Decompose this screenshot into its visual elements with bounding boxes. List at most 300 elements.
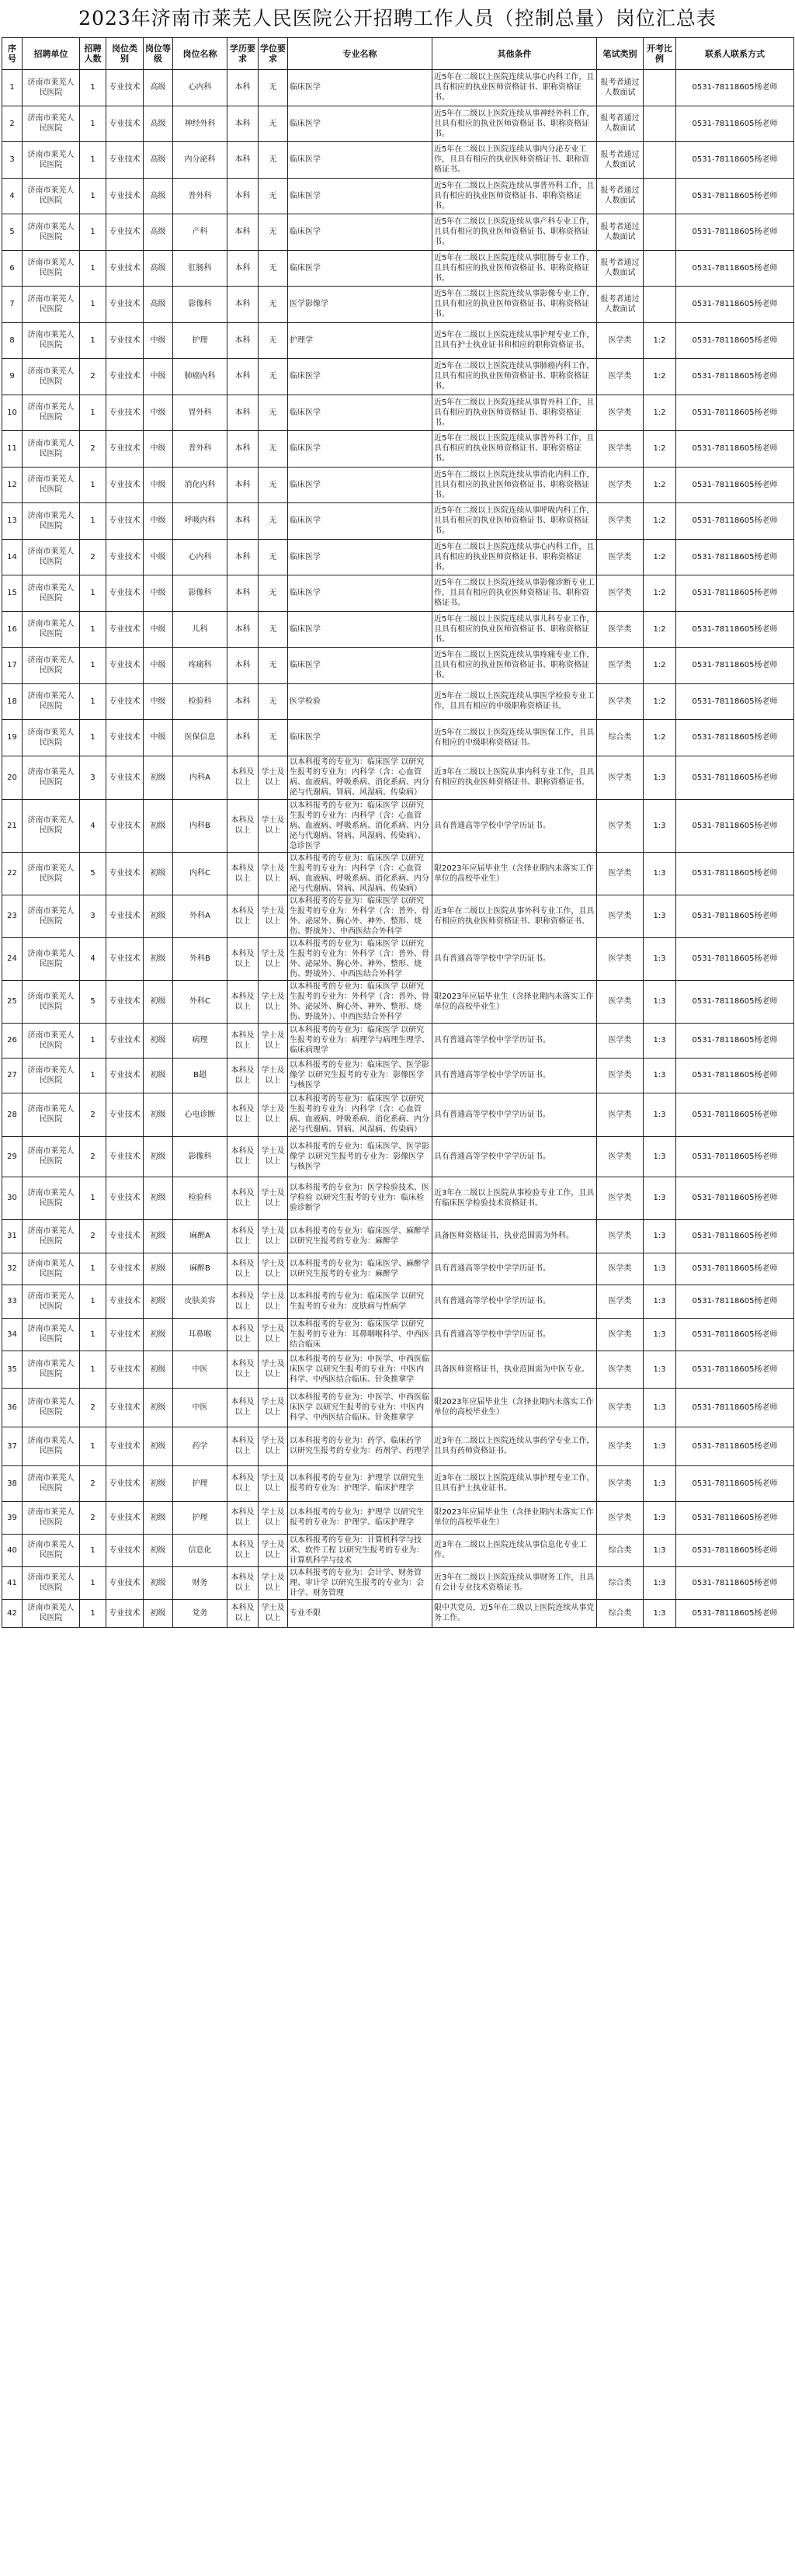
cell-name: 肛肠科 xyxy=(173,250,227,287)
cell-exam: 报考者通过人数面试 xyxy=(597,142,644,179)
cell-unit: 济南市莱芜人民医院 xyxy=(23,395,80,431)
cell-grade: 初级 xyxy=(144,1501,173,1534)
col-header-deg: 学位要求 xyxy=(259,38,288,70)
cell-cond: 具有普通高等学校中学学历证书。 xyxy=(432,799,597,852)
cell-cond: 近5年在二级以上医院连续从事肛肠专业工作，且具有相应的执业医师资格证书、职称资格证书。 xyxy=(432,250,597,287)
cell-name: 心内科 xyxy=(173,70,227,106)
cell-major: 以本科报考的专业为：会计学、财务管理、审计学 以研究生报考的专业为：会计学、财务管理 xyxy=(288,1566,432,1599)
cell-num: 1 xyxy=(80,1058,106,1093)
cell-unit: 济南市莱芜人民医院 xyxy=(23,1388,80,1427)
cell-no: 35 xyxy=(2,1351,23,1388)
cell-deg: 无 xyxy=(259,142,288,179)
table-row xyxy=(2,980,794,1023)
cell-grade: 初级 xyxy=(144,1177,173,1219)
cell-contact: 0531-78118605杨老师 xyxy=(676,431,794,468)
cell-exam: 医学类 xyxy=(597,611,644,648)
cell-exam: 医学类 xyxy=(597,895,644,937)
cell-grade: 初级 xyxy=(144,1351,173,1388)
cell-no: 33 xyxy=(2,1285,23,1318)
cell-contact: 0531-78118605杨老师 xyxy=(676,1253,794,1285)
table-row xyxy=(2,1136,794,1177)
table-row xyxy=(2,1599,794,1627)
cell-deg: 学士及以上 xyxy=(259,1388,288,1427)
cell-edu: 本科 xyxy=(227,720,259,756)
cell-unit: 济南市莱芜人民医院 xyxy=(23,611,80,648)
cell-edu: 本科 xyxy=(227,503,259,540)
cell-contact: 0531-78118605杨老师 xyxy=(676,1136,794,1177)
cell-cat: 专业技术 xyxy=(106,756,144,799)
cell-unit: 济南市莱芜人民医院 xyxy=(23,937,80,980)
cell-unit: 济南市莱芜人民医院 xyxy=(23,575,80,612)
cell-name: 医保信息 xyxy=(173,720,227,756)
cell-edu: 本科及以上 xyxy=(227,1023,259,1058)
cell-major: 以本科报考的专业为：计算机科学与技术、软件工程 以研究生报考的专业为：计算机科学与技术 xyxy=(288,1534,432,1566)
cell-contact: 0531-78118605杨老师 xyxy=(676,395,794,431)
cell-ratio: 1:3 xyxy=(644,799,676,852)
cell-exam: 报考者通过人数面试 xyxy=(597,214,644,251)
cell-exam: 医学类 xyxy=(597,1219,644,1253)
cell-grade: 初级 xyxy=(144,980,173,1023)
cell-cond: 近3年在二级以上医院连续从事药学专业工作，且具有药师资格证书。 xyxy=(432,1427,597,1465)
cell-grade: 中级 xyxy=(144,648,173,684)
col-header-major: 专业名称 xyxy=(288,38,432,70)
cell-major: 临床医学 xyxy=(288,575,432,612)
cell-cond: 近5年在二级以上医院连续从事产科专业工作，且具有相应的执业医师资格证书、职称资格证书。 xyxy=(432,214,597,251)
cell-contact: 0531-78118605杨老师 xyxy=(676,1093,794,1136)
cell-major: 以本科报考的专业为：医学检验技术、医学检验 以研究生报考的专业为：临床检验诊断学 xyxy=(288,1177,432,1219)
cell-cond: 具备医师资格证书，执业范围需为外科。 xyxy=(432,1219,597,1253)
cell-num: 2 xyxy=(80,1136,106,1177)
cell-cat: 专业技术 xyxy=(106,287,144,323)
cell-num: 1 xyxy=(80,575,106,612)
cell-edu: 本科及以上 xyxy=(227,1285,259,1318)
col-header-edu: 学历要求 xyxy=(227,38,259,70)
cell-exam: 综合类 xyxy=(597,1566,644,1599)
cell-unit: 济南市莱芜人民医院 xyxy=(23,359,80,395)
cell-name: 耳鼻喉 xyxy=(173,1318,227,1351)
cell-major: 临床医学 xyxy=(288,648,432,684)
cell-major: 以本科报考的专业为：临床医学 以研究生报考的专业为：病理学与病理生理学、临床病理学 xyxy=(288,1023,432,1058)
cell-cat: 专业技术 xyxy=(106,1534,144,1566)
cell-name: 普外科 xyxy=(173,178,227,214)
cell-grade: 高级 xyxy=(144,287,173,323)
cell-grade: 初级 xyxy=(144,1318,173,1351)
cell-no: 15 xyxy=(2,575,23,612)
cell-name: 影像科 xyxy=(173,287,227,323)
cell-ratio xyxy=(644,70,676,106)
cell-num: 3 xyxy=(80,756,106,799)
cell-contact: 0531-78118605杨老师 xyxy=(676,1465,794,1501)
cell-unit: 济南市莱芜人民医院 xyxy=(23,1534,80,1566)
cell-cat: 专业技术 xyxy=(106,1285,144,1318)
cell-no: 40 xyxy=(2,1534,23,1566)
cell-num: 1 xyxy=(80,214,106,251)
cell-major: 临床医学 xyxy=(288,214,432,251)
cell-deg: 无 xyxy=(259,467,288,503)
cell-deg: 学士及以上 xyxy=(259,1177,288,1219)
cell-cond: 近5年在二级以上医院连续从事心内科工作，且具有相应的执业医师资格证书、职称资格证书。 xyxy=(432,70,597,106)
cell-major: 以本科报考的专业为：药学、临床药学 以研究生报考的专业为：药剂学、药理学 xyxy=(288,1427,432,1465)
cell-grade: 初级 xyxy=(144,1599,173,1627)
cell-cat: 专业技术 xyxy=(106,1465,144,1501)
cell-edu: 本科 xyxy=(227,178,259,214)
cell-major: 以本科报考的专业为：护理学 以研究生报考的专业为：护理学、临床护理学 xyxy=(288,1501,432,1534)
cell-ratio xyxy=(644,142,676,179)
cell-cond: 近3年在二级以上医院从事内科专业工作，且具有相应的执业医师资格证书、职称资格证书。 xyxy=(432,756,597,799)
cell-unit: 济南市莱芜人民医院 xyxy=(23,1318,80,1351)
cell-edu: 本科及以上 xyxy=(227,1388,259,1427)
cell-deg: 无 xyxy=(259,287,288,323)
table-row xyxy=(2,1318,794,1351)
cell-grade: 初级 xyxy=(144,1465,173,1501)
cell-name: 检验科 xyxy=(173,683,227,720)
cell-contact: 0531-78118605杨老师 xyxy=(676,1023,794,1058)
cell-ratio: 1:2 xyxy=(644,683,676,720)
cell-edu: 本科及以上 xyxy=(227,1253,259,1285)
cell-unit: 济南市莱芜人民医院 xyxy=(23,1566,80,1599)
cell-no: 4 xyxy=(2,178,23,214)
cell-no: 29 xyxy=(2,1136,23,1177)
cell-name: 内分泌科 xyxy=(173,142,227,179)
cell-contact: 0531-78118605杨老师 xyxy=(676,1534,794,1566)
cell-deg: 无 xyxy=(259,395,288,431)
cell-name: 神经外科 xyxy=(173,106,227,142)
cell-no: 30 xyxy=(2,1177,23,1219)
cell-ratio: 1:2 xyxy=(644,539,676,575)
cell-cat: 专业技术 xyxy=(106,1253,144,1285)
cell-deg: 无 xyxy=(259,178,288,214)
cell-name: 检验科 xyxy=(173,1177,227,1219)
cell-contact: 0531-78118605杨老师 xyxy=(676,1388,794,1427)
cell-deg: 无 xyxy=(259,431,288,468)
cell-deg: 学士及以上 xyxy=(259,852,288,895)
cell-grade: 高级 xyxy=(144,106,173,142)
cell-no: 2 xyxy=(2,106,23,142)
table-row xyxy=(2,539,794,575)
cell-cond: 近3年在二级以上医院从事外科专业工作，且具有相应的执业医师资格证书、职称资格证书。 xyxy=(432,895,597,937)
cell-edu: 本科及以上 xyxy=(227,1427,259,1465)
cell-cat: 专业技术 xyxy=(106,359,144,395)
cell-deg: 无 xyxy=(259,720,288,756)
cell-edu: 本科 xyxy=(227,683,259,720)
cell-edu: 本科及以上 xyxy=(227,1318,259,1351)
table-row xyxy=(2,683,794,720)
cell-cat: 专业技术 xyxy=(106,1351,144,1388)
cell-unit: 济南市莱芜人民医院 xyxy=(23,1427,80,1465)
cell-exam: 医学类 xyxy=(597,756,644,799)
cell-cat: 专业技术 xyxy=(106,70,144,106)
cell-ratio: 1:3 xyxy=(644,1388,676,1427)
table-row xyxy=(2,1058,794,1093)
cell-ratio: 1:2 xyxy=(644,431,676,468)
cell-name: 影像科 xyxy=(173,1136,227,1177)
cell-cond: 近5年在二级以上医院连续从事内分泌专业工作，且具有相应的执业医师资格证书、职称资格证书。 xyxy=(432,142,597,179)
cell-deg: 学士及以上 xyxy=(259,1093,288,1136)
cell-cat: 专业技术 xyxy=(106,683,144,720)
cell-cat: 专业技术 xyxy=(106,1599,144,1627)
cell-no: 3 xyxy=(2,142,23,179)
cell-ratio: 1:3 xyxy=(644,895,676,937)
cell-grade: 高级 xyxy=(144,214,173,251)
cell-no: 37 xyxy=(2,1427,23,1465)
cell-no: 31 xyxy=(2,1219,23,1253)
table-row xyxy=(2,1253,794,1285)
cell-no: 13 xyxy=(2,503,23,540)
cell-exam: 医学类 xyxy=(597,1388,644,1427)
cell-unit: 济南市莱芜人民医院 xyxy=(23,648,80,684)
cell-num: 1 xyxy=(80,1285,106,1318)
table-row xyxy=(2,1465,794,1501)
cell-major: 以本科报考的专业为：临床医学、麻醉学 以研究生报考的专业为：麻醉学 xyxy=(288,1253,432,1285)
cell-name: 中医 xyxy=(173,1388,227,1427)
cell-num: 1 xyxy=(80,1566,106,1599)
cell-major: 临床医学 xyxy=(288,611,432,648)
cell-major: 以本科报考的专业为：临床医学 以研究生报考的专业为：内科学（含：心血管病、血液病、呼吸系病、消化系病、内分泌与代谢病、肾病、风湿病、传染病） xyxy=(288,852,432,895)
cell-deg: 无 xyxy=(259,106,288,142)
cell-num: 5 xyxy=(80,852,106,895)
cell-unit: 济南市莱芜人民医院 xyxy=(23,322,80,359)
cell-grade: 初级 xyxy=(144,1427,173,1465)
cell-major: 以本科报考的专业为：中医学、中西医临床医学 以研究生报考的专业为：中医内科学、中西医结合临床、针灸推拿学 xyxy=(288,1388,432,1427)
col-header-contact: 联系人联系方式 xyxy=(676,38,794,70)
cell-edu: 本科 xyxy=(227,106,259,142)
cell-unit: 济南市莱芜人民医院 xyxy=(23,142,80,179)
cell-name: 产科 xyxy=(173,214,227,251)
cell-cond: 近5年在二级以上医院连续从事疼痛专业工作，且具有相应的执业医师资格证书、职称资格证书。 xyxy=(432,648,597,684)
cell-unit: 济南市莱芜人民医院 xyxy=(23,503,80,540)
cell-no: 42 xyxy=(2,1599,23,1627)
cell-deg: 学士及以上 xyxy=(259,756,288,799)
cell-cat: 专业技术 xyxy=(106,1219,144,1253)
cell-deg: 无 xyxy=(259,683,288,720)
cell-unit: 济南市莱芜人民医院 xyxy=(23,1177,80,1219)
cell-unit: 济南市莱芜人民医院 xyxy=(23,720,80,756)
cell-major: 临床医学 xyxy=(288,503,432,540)
cell-ratio xyxy=(644,106,676,142)
cell-contact: 0531-78118605杨老师 xyxy=(676,142,794,179)
cell-major: 临床医学 xyxy=(288,178,432,214)
cell-deg: 学士及以上 xyxy=(259,799,288,852)
cell-cond: 近5年在二级以上医院连续从事呼吸内科工作，且具有相应的执业医师资格证书、职称资格证书。 xyxy=(432,503,597,540)
cell-exam: 综合类 xyxy=(597,1599,644,1627)
cell-contact: 0531-78118605杨老师 xyxy=(676,611,794,648)
cell-ratio: 1:3 xyxy=(644,852,676,895)
cell-name: B超 xyxy=(173,1058,227,1093)
table-row xyxy=(2,575,794,612)
cell-cond: 具有普通高等学校中学学历证书。 xyxy=(432,1285,597,1318)
cell-edu: 本科 xyxy=(227,395,259,431)
cell-name: 皮肤美容 xyxy=(173,1285,227,1318)
cell-contact: 0531-78118605杨老师 xyxy=(676,756,794,799)
cell-cond: 近5年在二级以上医院连续从事影像诊断专业工作，且具有相应的执业医师资格证书、职称资格证书。 xyxy=(432,575,597,612)
cell-contact: 0531-78118605杨老师 xyxy=(676,178,794,214)
cell-cat: 专业技术 xyxy=(106,106,144,142)
cell-contact: 0531-78118605杨老师 xyxy=(676,1566,794,1599)
cell-contact: 0531-78118605杨老师 xyxy=(676,1318,794,1351)
cell-contact: 0531-78118605杨老师 xyxy=(676,1501,794,1534)
cell-no: 9 xyxy=(2,359,23,395)
cell-cat: 专业技术 xyxy=(106,799,144,852)
cell-deg: 学士及以上 xyxy=(259,980,288,1023)
cell-cond: 近5年在二级以上医院连续从事医学检验专业工作，且具有相应的中级职称资格证书。 xyxy=(432,683,597,720)
table-row xyxy=(2,1285,794,1318)
cell-cat: 专业技术 xyxy=(106,648,144,684)
col-header-exam: 笔试类别 xyxy=(597,38,644,70)
cell-ratio xyxy=(644,287,676,323)
cell-contact: 0531-78118605杨老师 xyxy=(676,937,794,980)
cell-edu: 本科及以上 xyxy=(227,799,259,852)
cell-no: 27 xyxy=(2,1058,23,1093)
cell-major: 护理学 xyxy=(288,322,432,359)
cell-no: 16 xyxy=(2,611,23,648)
cell-deg: 无 xyxy=(259,611,288,648)
table-row xyxy=(2,1566,794,1599)
cell-deg: 学士及以上 xyxy=(259,1427,288,1465)
cell-edu: 本科及以上 xyxy=(227,852,259,895)
cell-unit: 济南市莱芜人民医院 xyxy=(23,214,80,251)
cell-cond: 限2023年应届毕业生（含择业期内未落实工作单位的高校毕业生） xyxy=(432,852,597,895)
cell-major: 以本科报考的专业为：临床医学 以研究生报考的专业为：内科学（含：心血管病、血液病、呼吸系病、消化系病、内分泌与代谢病、肾病、风湿病、传染病）、急诊医学 xyxy=(288,799,432,852)
cell-cond: 近5年在二级以上医院连续从事普外科工作，且具有相应的执业医师资格证书、职称资格证书。 xyxy=(432,431,597,468)
cell-ratio: 1:3 xyxy=(644,1136,676,1177)
cell-deg: 无 xyxy=(259,648,288,684)
cell-num: 1 xyxy=(80,1534,106,1566)
cell-unit: 济南市莱芜人民医院 xyxy=(23,287,80,323)
cell-cat: 专业技术 xyxy=(106,142,144,179)
cell-contact: 0531-78118605杨老师 xyxy=(676,287,794,323)
cell-grade: 中级 xyxy=(144,539,173,575)
cell-unit: 济南市莱芜人民医院 xyxy=(23,895,80,937)
cell-grade: 初级 xyxy=(144,799,173,852)
cell-unit: 济南市莱芜人民医院 xyxy=(23,431,80,468)
cell-num: 1 xyxy=(80,720,106,756)
cell-grade: 高级 xyxy=(144,250,173,287)
cell-cat: 专业技术 xyxy=(106,1566,144,1599)
cell-cond: 具有普通高等学校中学学历证书。 xyxy=(432,1136,597,1177)
cell-ratio: 1:2 xyxy=(644,467,676,503)
cell-contact: 0531-78118605杨老师 xyxy=(676,1177,794,1219)
cell-num: 1 xyxy=(80,1023,106,1058)
cell-name: 中医 xyxy=(173,1351,227,1388)
cell-contact: 0531-78118605杨老师 xyxy=(676,250,794,287)
cell-name: 麻醉A xyxy=(173,1219,227,1253)
cell-exam: 医学类 xyxy=(597,1351,644,1388)
cell-unit: 济南市莱芜人民医院 xyxy=(23,1023,80,1058)
cell-deg: 学士及以上 xyxy=(259,1318,288,1351)
cell-name: 护理 xyxy=(173,322,227,359)
cell-no: 7 xyxy=(2,287,23,323)
cell-no: 41 xyxy=(2,1566,23,1599)
cell-no: 19 xyxy=(2,720,23,756)
table-row xyxy=(2,1388,794,1427)
table-row xyxy=(2,142,794,179)
cell-edu: 本科及以上 xyxy=(227,980,259,1023)
cell-exam: 医学类 xyxy=(597,539,644,575)
cell-no: 6 xyxy=(2,250,23,287)
cell-cat: 专业技术 xyxy=(106,611,144,648)
cell-cond: 具有普通高等学校中学学历证书。 xyxy=(432,937,597,980)
cell-ratio: 1:3 xyxy=(644,1285,676,1318)
cell-exam: 医学类 xyxy=(597,1465,644,1501)
cell-major: 以本科报考的专业为：临床医学 以研究生报考的专业为：外科学（含：普外、骨外、泌尿外、胸心外、神外、整形、烧伤、野战外）、中西医结合外科学 xyxy=(288,895,432,937)
cell-num: 1 xyxy=(80,1253,106,1285)
cell-name: 消化内科 xyxy=(173,467,227,503)
cell-deg: 无 xyxy=(259,322,288,359)
cell-exam: 医学类 xyxy=(597,1318,644,1351)
cell-grade: 中级 xyxy=(144,503,173,540)
cell-contact: 0531-78118605杨老师 xyxy=(676,70,794,106)
cell-major: 以本科报考的专业为：临床医学 以研究生报考的专业为：外科学（含：普外、骨外、泌尿外、胸心外、神外、整形、烧伤、野战外）、中西医结合外科学 xyxy=(288,937,432,980)
cell-grade: 初级 xyxy=(144,756,173,799)
cell-name: 内科C xyxy=(173,852,227,895)
cell-contact: 0531-78118605杨老师 xyxy=(676,852,794,895)
cell-exam: 医学类 xyxy=(597,937,644,980)
cell-deg: 学士及以上 xyxy=(259,1534,288,1566)
cell-num: 3 xyxy=(80,895,106,937)
cell-exam: 医学类 xyxy=(597,359,644,395)
cell-num: 1 xyxy=(80,178,106,214)
cell-grade: 高级 xyxy=(144,142,173,179)
cell-name: 财务 xyxy=(173,1566,227,1599)
cell-exam: 医学类 xyxy=(597,1253,644,1285)
cell-unit: 济南市莱芜人民医院 xyxy=(23,799,80,852)
cell-major: 医学影像学 xyxy=(288,287,432,323)
cell-edu: 本科 xyxy=(227,214,259,251)
cell-major: 临床医学 xyxy=(288,250,432,287)
cell-edu: 本科 xyxy=(227,575,259,612)
cell-name: 心内科 xyxy=(173,539,227,575)
cell-grade: 初级 xyxy=(144,1093,173,1136)
cell-exam: 综合类 xyxy=(597,1534,644,1566)
cell-grade: 初级 xyxy=(144,1058,173,1093)
table-row xyxy=(2,799,794,852)
cell-no: 8 xyxy=(2,322,23,359)
cell-grade: 初级 xyxy=(144,1253,173,1285)
cell-name: 肺癌内科 xyxy=(173,359,227,395)
cell-edu: 本科及以上 xyxy=(227,937,259,980)
cell-num: 2 xyxy=(80,1465,106,1501)
cell-deg: 无 xyxy=(259,575,288,612)
cell-exam: 医学类 xyxy=(597,852,644,895)
cell-deg: 学士及以上 xyxy=(259,1465,288,1501)
cell-cat: 专业技术 xyxy=(106,1388,144,1427)
cell-exam: 报考者通过人数面试 xyxy=(597,250,644,287)
cell-cond: 限2023年应届毕业生（含择业期内未落实工作单位的高校毕业生） xyxy=(432,980,597,1023)
cell-cond: 近5年在二级以上医院连续从事护理专业工作，且具有护士执业证书和相应的职称资格证书。 xyxy=(432,322,597,359)
cell-num: 1 xyxy=(80,1599,106,1627)
cell-no: 23 xyxy=(2,895,23,937)
col-header-no: 序号 xyxy=(2,38,23,70)
cell-num: 1 xyxy=(80,683,106,720)
cell-unit: 济南市莱芜人民医院 xyxy=(23,852,80,895)
table-row xyxy=(2,756,794,799)
cell-grade: 初级 xyxy=(144,1023,173,1058)
cell-ratio: 1:2 xyxy=(644,575,676,612)
cell-name: 护理 xyxy=(173,1501,227,1534)
cell-deg: 学士及以上 xyxy=(259,1285,288,1318)
cell-grade: 初级 xyxy=(144,1136,173,1177)
cell-ratio: 1:3 xyxy=(644,1177,676,1219)
cell-no: 39 xyxy=(2,1501,23,1534)
cell-edu: 本科及以上 xyxy=(227,1219,259,1253)
cell-contact: 0531-78118605杨老师 xyxy=(676,1285,794,1318)
cell-cond: 具有普通高等学校中学学历证书。 xyxy=(432,1058,597,1093)
cell-deg: 学士及以上 xyxy=(259,1566,288,1599)
cell-cond: 近5年在二级以上医院连续从事消化内科工作，且具有相应的执业医师资格证书、职称资格证书。 xyxy=(432,467,597,503)
cell-cat: 专业技术 xyxy=(106,720,144,756)
cell-name: 外科A xyxy=(173,895,227,937)
cell-num: 1 xyxy=(80,322,106,359)
